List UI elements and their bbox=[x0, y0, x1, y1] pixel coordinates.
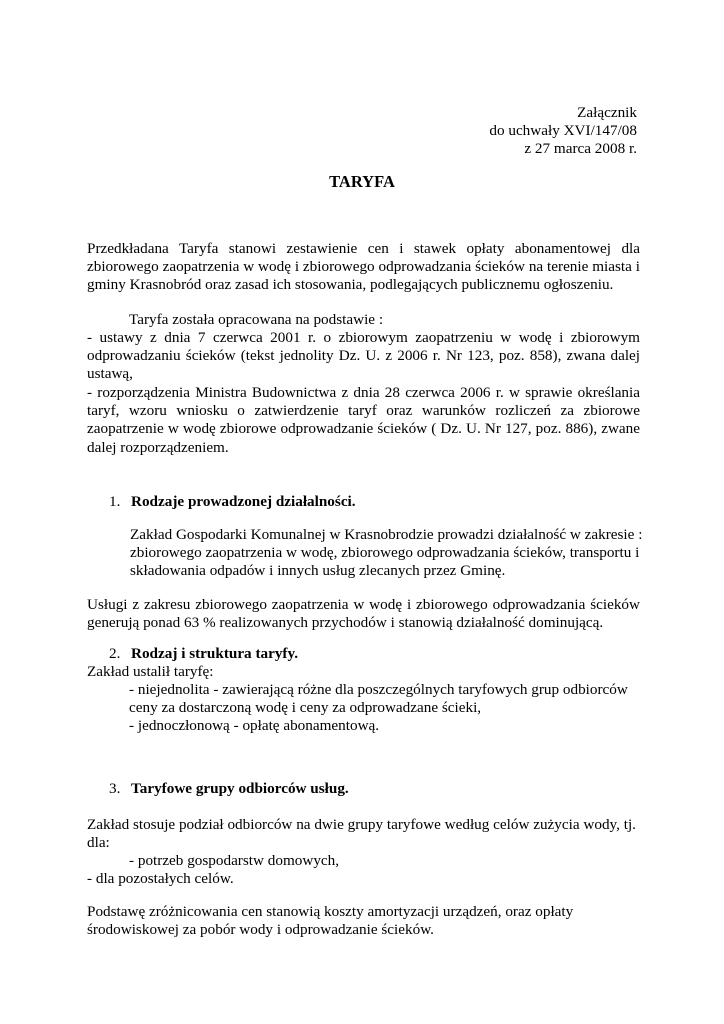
section-3-line: Zakład stosuje podział odbiorców na dwie grupy taryfowe według celów zużycia wody, tj. bbox=[87, 816, 636, 833]
section-2-line: - niejednolita - zawierającą różne dla poszczególnych taryfowych grup odbiorców bbox=[129, 681, 628, 698]
section-3-line: - dla pozostałych celów. bbox=[87, 870, 234, 887]
section-1-line: Zakład Gospodarki Komunalnej w Krasnobrodzie prowadzi działalność w zakresie : bbox=[130, 526, 643, 543]
section-3-line: Podstawę zróżnicowania cen stanowią koszty amortyzacji urządzeń, oraz opłaty bbox=[87, 903, 574, 920]
section-2-lead: Zakład ustalił taryfę: bbox=[87, 663, 214, 680]
section-1-number: 1. bbox=[109, 493, 121, 510]
section-3-heading: Taryfowe grupy odbiorców usług. bbox=[131, 780, 349, 797]
section-3-line: środowiskowej za pobór wody i odprowadzanie ścieków. bbox=[87, 921, 434, 938]
section-2-heading: Rodzaj i struktura taryfy. bbox=[131, 645, 299, 662]
basis-item-act: - ustawy z dnia 7 czerwca 2001 r. o zbiorowym zaopatrzeniu w wodę i zbiorowym odprowadzaniu ścieków (tekst jednolity Dz. U. z 2006 r. Nr 123, poz. 858), zwana dalej ustawą, bbox=[87, 329, 640, 383]
resolution-reference: do uchwały XVI/147/08 bbox=[489, 122, 637, 139]
section-1-line: zbiorowego zaopatrzenia w wodę, zbiorowego odprowadzania ścieków, transportu i bbox=[130, 544, 640, 561]
basis-lead: Taryfa została opracowana na podstawie : bbox=[129, 311, 384, 328]
section-3-line: - potrzeb gospodarstw domowych, bbox=[129, 852, 340, 869]
section-1-line: składowania odpadów i innych usług zlecanych przez Gminę. bbox=[130, 562, 506, 579]
section-1-heading: Rodzaje prowadzonej działalności. bbox=[131, 493, 356, 510]
section-3-line: dla: bbox=[87, 834, 110, 851]
basis-item-regulation: - rozporządzenia Ministra Budownictwa z dnia 28 czerwca 2006 r. w sprawie określania taryf, wzoru wniosku o zatwierdzenie taryf oraz warunków rozliczeń za zbiorowe zaopatrzenie w wodę zbiorowe odprowadzanie ścieków ( Dz. U. Nr 127, poz. 886), zwane dalej rozporządzeniem. bbox=[87, 384, 640, 456]
section-1-paragraph: Usługi z zakresu zbiorowego zaopatrzenia w wodę i zbiorowego odprowadzania ścieków generują ponad 63 % realizowanych przychodów i stanowią działalność dominującą. bbox=[87, 596, 640, 632]
section-3-number: 3. bbox=[109, 780, 121, 797]
attachment-label: Załącznik bbox=[577, 104, 637, 121]
section-2-line: - jednoczłonową - opłatę abonamentową. bbox=[129, 717, 380, 734]
intro-paragraph: Przedkładana Taryfa stanowi zestawienie cen i stawek opłaty abonamentowej dla zbiorowego zaopatrzenia w wodę i zbiorowego odprowadzania ścieków na terenie miasta i gminy Krasnobród oraz zasad ich stosowania, podlegających publicznemu ogłoszeniu. bbox=[87, 240, 640, 294]
section-2-number: 2. bbox=[109, 645, 121, 662]
resolution-date: z 27 marca 2008 r. bbox=[524, 140, 637, 157]
page-title: TARYFA bbox=[329, 172, 395, 191]
section-2-line: ceny za dostarczoną wodę i ceny za odprowadzane ścieki, bbox=[129, 699, 482, 716]
